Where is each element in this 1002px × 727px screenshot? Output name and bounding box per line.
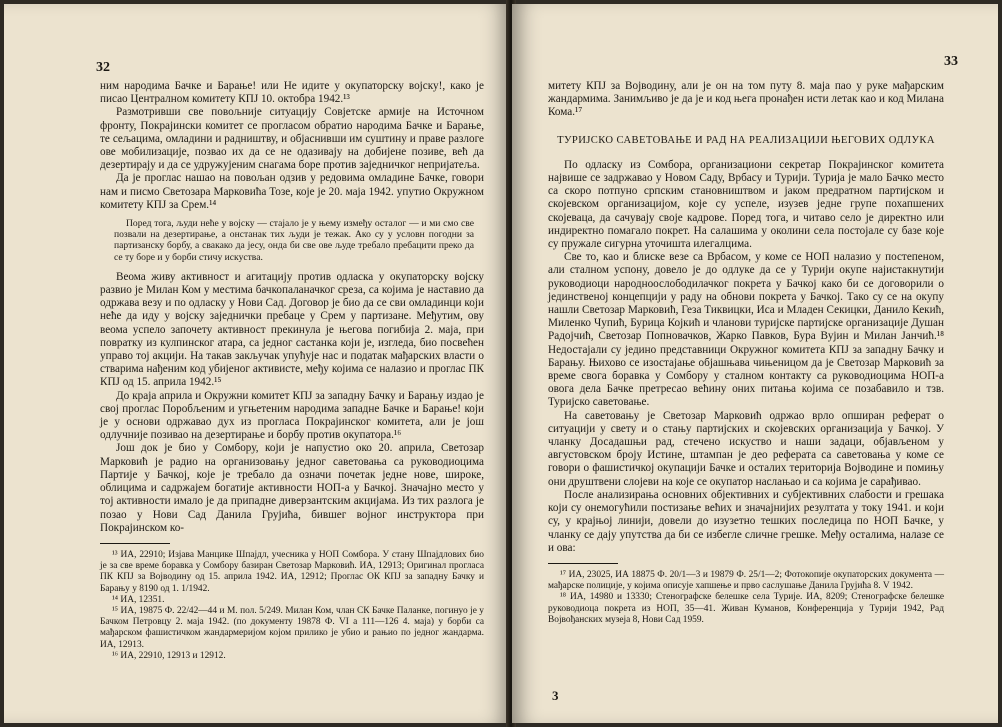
paragraph: митету КПЈ за Војводину, али је он на том путу 8. маја пао у руке мађарским жандармима. Занимљиво је да је и код њега пронађен исти летак као и код Милана Кома.¹⁷ [548, 80, 944, 119]
right-body [548, 80, 944, 626]
paragraph: До краја априла и Окружни комитет КПЈ за западну Бачку и Барању издао је свој проглас Поробљеним и угњетеним народима западне Бачке и Барање! који је у основи одржавао дух из прогласа Покрајинског комитета, али је још одлучније позивао на дезертирање и борбу против окупатора.¹⁶ [100, 389, 484, 442]
page-number-right: 33 [944, 54, 958, 69]
paragraph: ним народима Бачке и Барање! или Не идите у окупаторску војску!, како је писао Централном комитету КПЈ 10. октобра 1942.¹³ [100, 80, 484, 106]
page-number-left: 32 [96, 60, 110, 75]
footnotes-right [548, 570, 944, 626]
footnote-rule [548, 563, 618, 564]
paragraph: Да је проглас нашао на повољан одзив у редовима омладине Бачке, говори нам и писмо Светозара Марковића Тозе, које је 20. маја 1942. упутио Окружном комитету КПЈ за Срем.¹⁴ [100, 172, 484, 211]
footnote: ¹⁵ ИА, 19875 Ф. 22/42—44 и М. пол. 5/249. Милан Ком, члан СК Бачке Паланке, погинуо је у Бачком Петровцу 2. маја 1942. (по документу 19878 Ф. VI а 111—126 4. маја) у борби са мађарском фашистичком жандармеријом којом прилико је убио и рањио по једног жандарма. ИА, 12913. [100, 605, 484, 650]
footnote: ¹⁷ ИА, 23025, ИА 18875 Ф. 20/1—3 и 19879 Ф. 25/1—2; Фотокопије окупаторских документа — мађарске полиције, у којима описује хапшење и прво саслушање Данила Грујића 8. V 1942. [548, 569, 944, 592]
footnote: ¹⁸ ИА, 14980 и 13330; Стенографске белешке села Турије. ИА, 8209; Стенографске белешке руководиоца покрета из НОП, 35—41. Живан Куманов, Конференција у Турији 1942, Рад Војвођанских музеја 8, Нови Сад 1959. [548, 592, 944, 625]
footnote: ¹⁴ ИА, 12351. [112, 594, 165, 605]
paragraph: Размотривши све повољније ситуацију Совјетске армије на Источном фронту, Покрајински комитет се прогласом обратио народима Бачке и Барање, те сељацима, омладини и радништву, и објаснивши им суштину и праве разлоге ове мобилизације, позвао их да се не одазивају на добијене позиве, већ да дезертирају и да се удружујеним снагама боре против заједничког непријатеља. [100, 106, 484, 172]
paragraph: После анализирања основних објективних и субјективних слабости и грешака који су онемогућили постизање већих и значајнијих резултата у току 1941. и који су, у крајњој линији, довели до изузетно тешких последица по НОП Бачке, у чланку се дају упутства да би се избегле сличне грешке. Међу осталима, налазе се и ова: [548, 488, 944, 554]
footnote: ¹³ ИА, 22910; Изјава Манцике Шпајдл, учесника у НОП Сомбора. У стану Шпајдлових био је за све време боравка у Сомбору базиран Светозар Марковић. ИА, 12913; Оригинал прогласа ПК КПЈ за Војводину од 15. априла 1942. ИА, 12912; Проглас ОК КПЈ за западну Бачку и Барању у 8190 од 1. 1/1942. [100, 549, 484, 594]
footnote: ¹⁶ ИА, 22910, 12913 и 12912. [112, 650, 226, 661]
right-page [512, 4, 998, 723]
left-body [100, 80, 484, 662]
section-heading: ТУРИЈСКО САВЕТОВАЊЕ И РАД НА РЕАЛИЗАЦИЈИ ЊЕГОВИХ ОДЛУКА [557, 134, 935, 146]
block-quote [114, 218, 474, 263]
quote-text: Поред тога, људи неће у војску — стајало је у њему између осталог — и ми смо све позвали на дезертирање, а онстанак тих људи је тежак. Ако су у условн погодни за партизанску борбу, а свакако да јесу, онда би све ове људе требало пребацити преко да се ту боре и у борби стичу искуства. [114, 218, 474, 263]
paragraph: На саветовању је Светозар Марковић одржао врло опширан реферат о ситуацији у свету и о стању партијских и скојевских организација у Бачкој. У чланку Досадашњи рад, стечено искуство и наши задаци, објављеном у августовском броју Истине, штампан је део реферата са саветовања у коме се говори о фашистичкој окупацији Бачке и осталих територија Војводине и помињу они друштвени слојеви на које се окупатор наслањао и са којима је сарађивао. [548, 409, 944, 488]
footnotes-left [100, 550, 484, 662]
footnote-rule [100, 543, 170, 544]
left-page [4, 4, 510, 723]
paragraph: Све то, као и блиске везе са Врбасом, у коме се НОП налазио у постепеном, али сталном успону, довело је до одлуке да се у Турији окупе најистакнутији руководиоци народноослободилачког покрета у Бачкој како би се договорили о јединственој концепцији у раду на обнови покрета у Бачкој. Тако су се на окупу нашли Светозар Марковић, Геза Тиквицки, Иса и Младен Секицки, Данило Кекић, Миленко Чупић, Бурица Којкић и чланови туријске партијске организације Душан Радојчић, Светозар Попновачков, Жарко Павков, Бура Вујин и Милан Јанчић.¹⁸ Недостајали су једино представници Окружног комитета КПЈ за западну Бачку и Барању. Њихово се изостајање објашњава чињеницом да је Светозар Марковић за време свога боравка у Сомбору у сталном контакту са руководиоцима НОП-а овога дела Бачке претресао већину оних питања којима се позабавило и тзв. Туријско саветовање. [548, 251, 944, 409]
paragraph: Још док је био у Сомбору, који је напустио око 20. априла, Светозар Марковић је радио на организовању једног саветовања са руководиоцима Партије у Бачкој, које је требало да означи почетак једне нове, широке, облицима и садржајем богатије активности НОП-а у Бачкој. Значајно место у тој активности имало је да припадне диверзантским акцијама. Из тих разлога је позао у Нови Сад Данила Грујића, бившег војног инструктора при Покрајинском ко- [100, 442, 484, 534]
paragraph: Веома живу активност и агитацију против одласка у окупаторску војску развио је Милан Ком у местима бачкопаланачког среза, са којима је наставио да одржава везу и по одласку у Нови Сад. Договор је био да се сви омладинци који неће да иду у војску заједнички пребаце у Срем у партизане. Међутим, ову веома успело започету активност прекинула је његова погибија 2. маја, при повратку из кулпинског атара, са једног састанка који је, изгледа, био посвећен управо тој акцији. На такав закључак упућује нас и податак мађарских власти о стварима нађеним код убијеног активисте, међу којима се налазио и проглас ПК КПЈ од 15. априла 1942.¹⁵ [100, 270, 484, 389]
paragraph: По одласку из Сомбора, организациони секретар Покрајинског комитета највише се задржавао у Новом Саду, Врбасу и Турији. Турија је мало Бачко место са скоро потпуно српским становништвом и јаком предратном партијском и скојевском организацијом, које су успеле, изузев једне групе похапшених скојеваца, да сачувају своје кадрове. Поред тога, и читаво село је директно или индиректно помагало покрет. На салашима у околини села постојале су базе које су пружале сигурна уточишта илегалцима. [548, 158, 944, 251]
signature-mark: 3 [552, 688, 559, 703]
